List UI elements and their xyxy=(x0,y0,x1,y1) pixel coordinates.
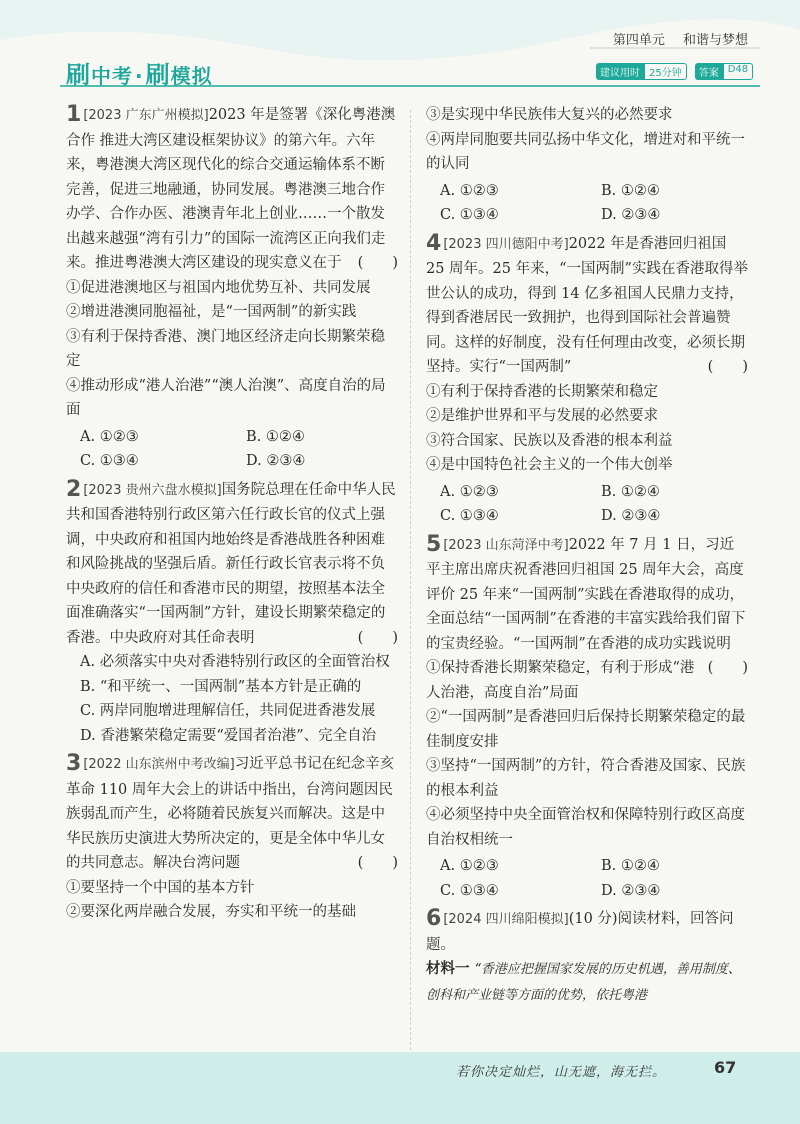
answer-bracket: ( ) xyxy=(357,255,398,271)
option-b: B. ①②④ xyxy=(246,428,305,445)
time-label: 建议用时 xyxy=(596,63,644,80)
statement-item: ③是实现中华民族伟大复兴的必然要求 xyxy=(426,107,673,123)
statement-item: ③符合国家、民族以及香港的根本利益 xyxy=(426,432,673,449)
question-2 xyxy=(66,478,398,749)
statement-item: ②要深化两岸融合发展，夯实和平统一的基础 xyxy=(66,904,356,920)
brand-dot: · xyxy=(135,64,144,88)
brand-logo xyxy=(66,55,213,90)
question-source: [2023 山东菏泽中考] xyxy=(443,537,569,553)
option-c: C. ①③④ xyxy=(80,453,139,469)
unit-label: 第四单元 xyxy=(612,33,665,48)
question-3 xyxy=(66,752,398,925)
question-text: 2022 年 7 月 1 日，习近平主席出席庆祝香港回归祖国 25 周年大会，高度评价 25 年来“一国两制”实践在香港取得的成功，全面总结“一国两制”在香港的丰富实践给我们留下的宝贵经验。“一国两制”在香港的成功实践说明 xyxy=(426,536,746,652)
question-number: 3 xyxy=(66,751,82,776)
option-b: B. ①②④ xyxy=(601,182,660,199)
answer-bracket: ( ) xyxy=(357,629,398,646)
option-c: C. ①③④ xyxy=(440,882,499,899)
question-stem xyxy=(426,232,748,380)
suggested-time-badge xyxy=(596,63,753,80)
option-a: A. 必须落实中央对香港特别行政区的全面管治权 xyxy=(80,654,390,670)
material-label: 材料一 xyxy=(426,961,470,977)
answer-label: 答案 xyxy=(695,63,723,80)
option-b: B. ①②④ xyxy=(601,483,660,500)
question-stem xyxy=(426,907,748,957)
answer-bracket: ( ) xyxy=(707,660,748,676)
option-d: D. 香港繁荣稳定需要“爱国者治港”、完全自治 xyxy=(80,727,377,744)
time-value: 25分钟 xyxy=(644,63,687,80)
answer-options xyxy=(66,425,398,474)
option-a: A. ①②③ xyxy=(80,428,139,445)
question-5 xyxy=(426,533,748,904)
statement-item: ②“一国两制”是香港回归后保持长期繁荣稳定的最佳制度安排 xyxy=(426,709,746,750)
question-source: [2023 四川德阳中考] xyxy=(443,236,569,252)
question-6 xyxy=(426,907,748,1008)
option-c: C. ①③④ xyxy=(440,508,499,524)
question-1 xyxy=(66,103,398,474)
statement-item: ④必须坚持中央全面管治权和保障特别行政区高度自治权相统一 xyxy=(426,807,745,848)
column-divider xyxy=(410,110,411,1060)
question-score: (10 分) xyxy=(568,911,618,927)
answer-bracket: ( ) xyxy=(357,855,398,871)
question-stem xyxy=(66,478,398,651)
question-4 xyxy=(426,232,748,529)
footer-motto: 若你决定灿烂，山无遮，海无拦。 xyxy=(456,1065,667,1080)
option-c: C. 两岸同胞增进理解信任，共同促进香港发展 xyxy=(80,703,376,719)
answer-badge xyxy=(695,63,753,80)
statement-item: ①保持香港长期繁荣稳定，有利于形成“港人治港，高度自治”局面 xyxy=(426,660,695,701)
material-text: “香港应把握国家发展的历史机遇，善用制度、创科和产业链等方面的优势，依托粤港 xyxy=(426,962,741,1003)
left-column xyxy=(66,103,398,929)
question-text: 习近平总书记在纪念辛亥革命 110 周年大会上的讲话中指出，台湾问题因民族弱乱而产生，必将随着民族复兴而解决。这是中华民族历史演进大势所决定的，更是全体中华儿女的共同意志。解决台湾问题 xyxy=(66,756,395,871)
brand-char-2: 刷 xyxy=(145,61,171,89)
statement-item: ④两岸同胞要共同弘扬中华文化，增进对和平统一的认同 xyxy=(426,131,745,172)
answer-options xyxy=(426,480,748,529)
question-number: 1 xyxy=(66,102,82,127)
question-text: 2023 年是签署《深化粤港澳合作 推进大湾区建设框架协议》的第六年。六年来，粤港澳大湾区现代化的综合交通运输体系不断完善，促进三地融通，协同发展。粤港澳三地合作办学、合作办医、港澳青年北上创业……一个散发出越来越强“湾有引力”的国际一流湾区正向我们走来。推进粤港澳大湾区建设的现实意义在于 xyxy=(66,107,396,271)
option-a: A. ①②③ xyxy=(440,858,499,874)
statement-item: ④推动形成“港人治港”“澳人治澳”、高度自治的局面 xyxy=(66,377,386,418)
statement-item: ①要坚持一个中国的基本方针 xyxy=(66,879,255,896)
option-b: B. ①②④ xyxy=(601,858,660,874)
material-block xyxy=(426,957,748,1008)
option-d: D. ②③④ xyxy=(246,453,306,469)
option-a: A. ①②③ xyxy=(440,182,499,199)
footer-band xyxy=(0,1052,800,1124)
statement-item: ③坚持“一国两制”的方针，符合香港及国家、民族的根本利益 xyxy=(426,758,746,799)
question-source: [2022 山东滨州中考改编] xyxy=(83,757,235,772)
answer-options xyxy=(426,179,748,228)
page-number: 67 xyxy=(714,1058,737,1077)
option-d: D. ②③④ xyxy=(601,207,661,223)
statement-item: ④是中国特色社会主义的一个伟大创举 xyxy=(426,457,673,473)
option-c: C. ①③④ xyxy=(440,207,499,223)
question-source: [2023 广东广州模拟] xyxy=(83,108,209,123)
answer-value: D48 xyxy=(723,63,753,80)
question-number: 2 xyxy=(66,476,82,502)
statement-item: ①有利于保持香港的长期繁荣和稳定 xyxy=(426,383,658,400)
question-source: [2023 贵州六盘水模拟] xyxy=(83,482,222,498)
statement-item: ③有利于保持香港、澳门地区经济走向长期繁荣稳定 xyxy=(66,328,385,369)
question-text: 国务院总理在任命中华人民共和国香港特别行政区第六任行政长官的仪式上强调，中央政府和祖国内地始终是香港战胜各种困难和风险挑战的坚强后盾。新任行政长官表示将不负中央政府的信任和香港市民的期望，按照基本法全面准确落实“一国两制”方针，建设长期繁荣稳定的香港。中央政府对其任命表明 xyxy=(66,481,396,646)
question-stem xyxy=(66,752,398,876)
question-number: 5 xyxy=(426,531,442,557)
statement-item: ①促进港澳地区与祖国内地优势互补、共同发展 xyxy=(66,279,371,296)
right-column xyxy=(426,103,748,1012)
answer-bracket: ( ) xyxy=(707,359,748,375)
option-b: B. “和平统一、一国两制”基本方针是正确的 xyxy=(80,678,362,695)
statement-item: ②增进港澳同胞福祉，是“一国两制”的新实践 xyxy=(66,304,357,320)
question-source: [2024 四川绵阳模拟] xyxy=(443,912,569,927)
option-d: D. ②③④ xyxy=(601,882,661,899)
question-number: 6 xyxy=(426,906,442,931)
statement-item: ②是维护世界和平与发展的必然要求 xyxy=(426,408,658,424)
question-text: 2022 年是香港回归祖国 25 周年。25 年来，“一国两制”实践在香港取得举世公认的成功，得到 14 亿多祖国人民鼎力支持，得到香港居民一致拥护，也得到国际社会普遍赞同。这样的好制度，没有任何理由改变，必须长期坚持。实行“一国两制” xyxy=(426,235,748,375)
answer-options xyxy=(426,854,748,903)
option-a: A. ①②③ xyxy=(440,483,499,500)
unit-title xyxy=(613,29,748,48)
brand-text-1: 中考 xyxy=(91,64,133,88)
brand-text-2: 模拟 xyxy=(170,64,213,88)
question-stem xyxy=(426,531,748,676)
unit-topic: 和谐与梦想 xyxy=(682,33,748,48)
option-d: D. ②③④ xyxy=(601,508,661,524)
question-stem xyxy=(66,103,398,276)
brand-char-1: 刷 xyxy=(66,61,91,89)
question-number: 4 xyxy=(426,230,442,256)
question-3-continued xyxy=(426,103,748,228)
question-text: 阅读材料，回答问题。 xyxy=(426,911,734,953)
